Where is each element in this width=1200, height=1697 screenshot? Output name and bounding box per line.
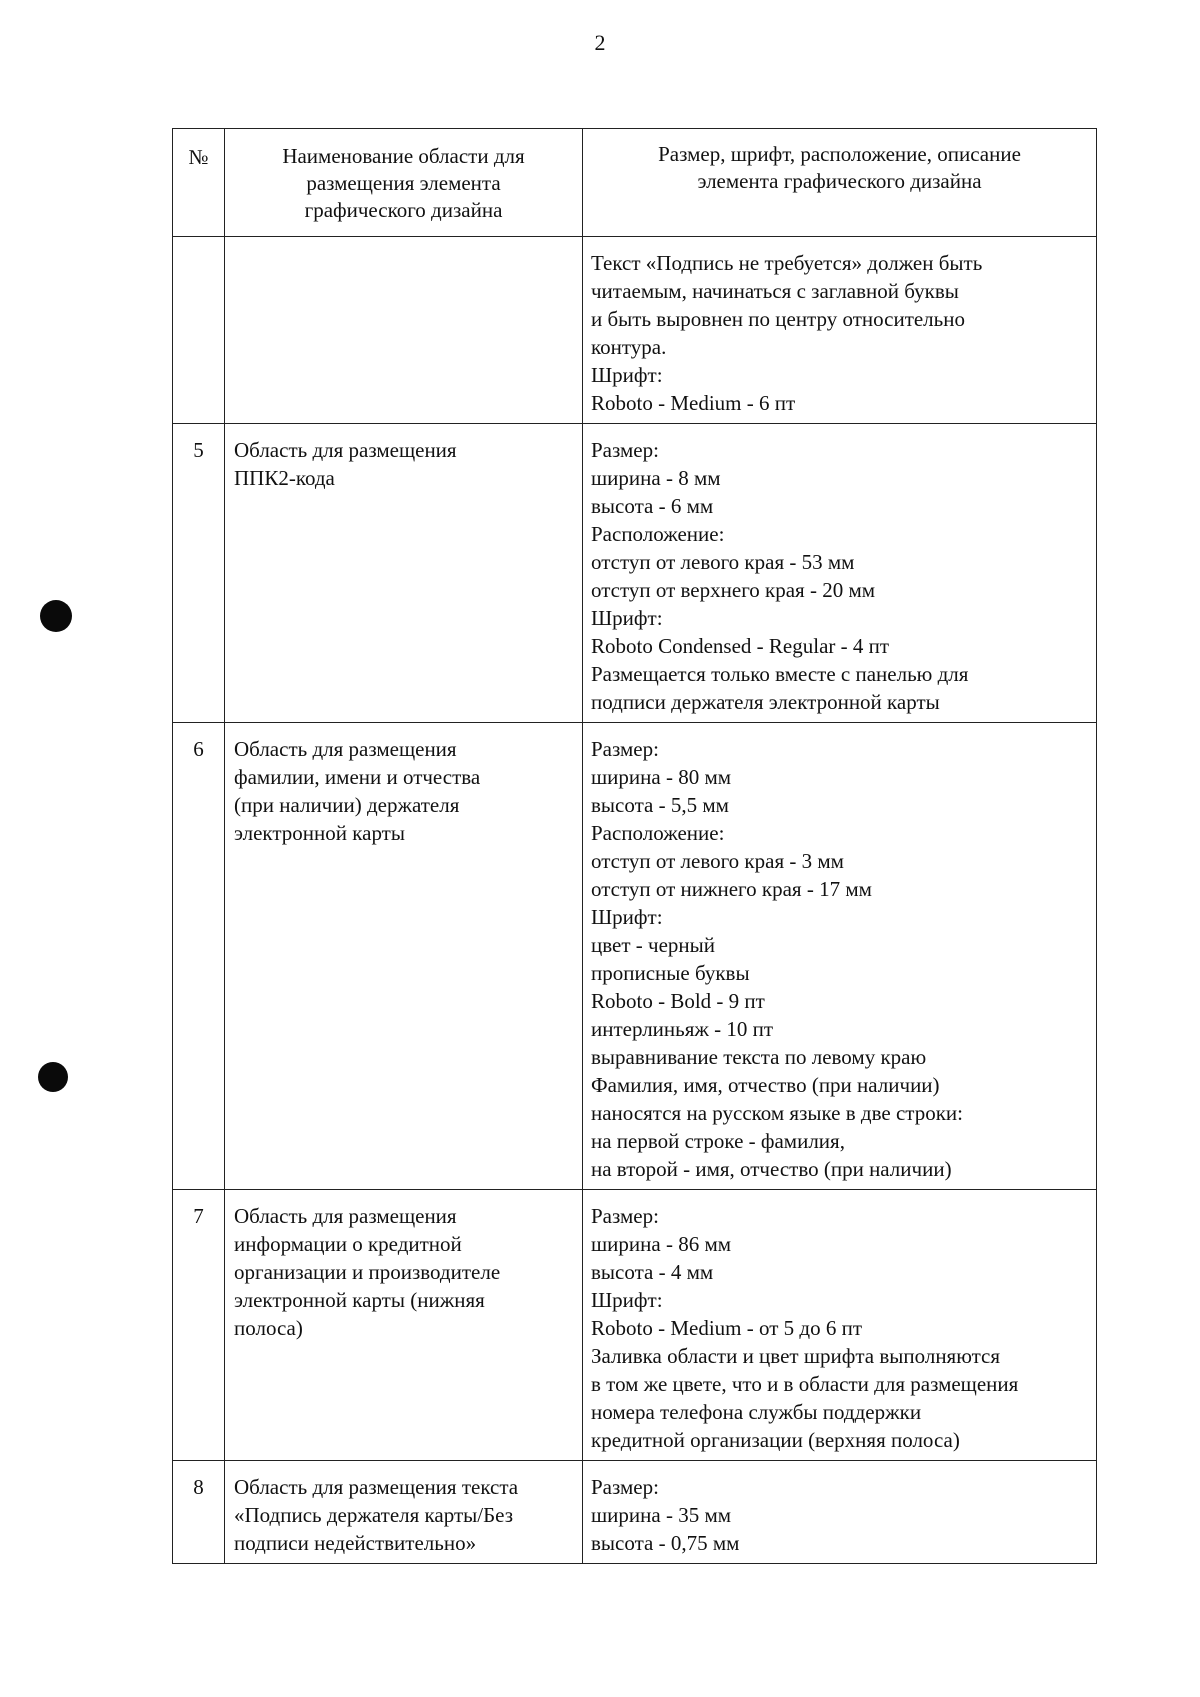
description-line: прописные буквы xyxy=(591,961,750,985)
description-line: Размер: xyxy=(591,737,659,761)
area-name-line: электронной карты (нижняя xyxy=(234,1288,485,1312)
description-line: Шрифт: xyxy=(591,1288,663,1312)
area-name-line: электронной карты xyxy=(234,821,405,845)
row-number: 5 xyxy=(173,424,225,723)
description-line: отступ от верхнего края - 20 мм xyxy=(591,578,876,602)
header-text-line: размещения элемента xyxy=(306,171,501,195)
header-text-line: Размер, шрифт, расположение, описание xyxy=(658,142,1021,166)
description-line: Расположение: xyxy=(591,821,725,845)
description-line: наносятся на русском языке в две строки: xyxy=(591,1101,963,1125)
row-number: 7 xyxy=(173,1190,225,1461)
description-line: Размер: xyxy=(591,1475,659,1499)
area-name-line: информации о кредитной xyxy=(234,1232,462,1256)
table-row xyxy=(173,1190,1097,1461)
design-elements-table xyxy=(172,128,1097,1564)
description-line: выравнивание текста по левому краю xyxy=(591,1045,927,1069)
description-line: Roboto - Bold - 9 пт xyxy=(591,989,765,1013)
page-number: 2 xyxy=(594,30,606,55)
description-line: Roboto Condensed - Regular - 4 пт xyxy=(591,634,890,658)
description-line: высота - 4 мм xyxy=(591,1260,714,1284)
table-row xyxy=(173,424,1097,723)
description-line: на второй - имя, отчество (при наличии) xyxy=(591,1157,952,1181)
description-line: интерлиньяж - 10 пт xyxy=(591,1017,774,1041)
description-line: отступ от нижнего края - 17 мм xyxy=(591,877,872,901)
area-name-line: Область для размещения xyxy=(234,438,457,462)
description-line: высота - 5,5 мм xyxy=(591,793,729,817)
header-area-name xyxy=(225,129,583,237)
description-cell xyxy=(583,424,1097,723)
area-name-line: Область для размещения xyxy=(234,737,457,761)
description-line: высота - 0,75 мм xyxy=(591,1531,740,1555)
description-line: подписи держателя электронной карты xyxy=(591,690,940,714)
description-line: цвет - черный xyxy=(591,933,715,957)
row-number: 8 xyxy=(173,1461,225,1564)
area-name-line: фамилии, имени и отчества xyxy=(234,765,481,789)
row-number: 6 xyxy=(173,723,225,1190)
area-name-cell xyxy=(225,237,583,424)
description-line: ширина - 8 мм xyxy=(591,466,721,490)
table-row xyxy=(173,723,1097,1190)
description-line: ширина - 35 мм xyxy=(591,1503,732,1527)
area-name-cell xyxy=(225,424,583,723)
table-row xyxy=(173,237,1097,424)
description-line: Размер: xyxy=(591,438,659,462)
area-name-line: Область для размещения текста xyxy=(234,1475,519,1499)
area-name-line: (при наличии) держателя xyxy=(234,793,460,817)
description-line: читаемым, начинаться с заглавной буквы xyxy=(591,279,959,303)
header-text-line: Наименование области для xyxy=(282,144,525,168)
description-line: Шрифт: xyxy=(591,363,663,387)
description-line: кредитной организации (верхняя полоса) xyxy=(591,1428,960,1452)
description-line: Шрифт: xyxy=(591,905,663,929)
area-name-line: Область для размещения xyxy=(234,1204,457,1228)
area-name-line: ППК2-кода xyxy=(234,466,335,490)
description-line: контура. xyxy=(591,335,667,359)
area-name-cell xyxy=(225,723,583,1190)
header-number: № xyxy=(173,129,225,237)
description-line: ширина - 86 мм xyxy=(591,1232,732,1256)
description-line: Roboto - Medium - 6 пт xyxy=(591,391,796,415)
description-line: и быть выровнен по центру относительно xyxy=(591,307,965,331)
description-line: высота - 6 мм xyxy=(591,494,714,518)
table-header-row xyxy=(173,129,1097,237)
area-name-line: подписи недействительно» xyxy=(234,1531,477,1555)
description-line: номера телефона службы поддержки xyxy=(591,1400,922,1424)
header-text-line: элемента графического дизайна xyxy=(697,169,982,193)
area-name-line: полоса) xyxy=(234,1316,303,1340)
area-name-cell xyxy=(225,1190,583,1461)
header-description xyxy=(583,129,1097,237)
description-line: Фамилия, имя, отчество (при наличии) xyxy=(591,1073,940,1097)
table-row xyxy=(173,1461,1097,1564)
description-line: Текст «Подпись не требуется» должен быть xyxy=(591,251,983,275)
description-cell xyxy=(583,1461,1097,1564)
description-line: отступ от левого края - 53 мм xyxy=(591,550,855,574)
description-line: Шрифт: xyxy=(591,606,663,630)
description-cell xyxy=(583,1190,1097,1461)
description-line: Размещается только вместе с панелью для xyxy=(591,662,969,686)
description-line: на первой строке - фамилия, xyxy=(591,1129,845,1153)
area-name-cell xyxy=(225,1461,583,1564)
area-name-line: «Подпись держателя карты/Без xyxy=(234,1503,514,1527)
description-line: Размер: xyxy=(591,1204,659,1228)
description-line: в том же цвете, что и в области для размещения xyxy=(591,1372,1019,1396)
description-line: отступ от левого края - 3 мм xyxy=(591,849,844,873)
header-text-line: графического дизайна xyxy=(304,198,503,222)
description-cell xyxy=(583,237,1097,424)
punch-hole-mark xyxy=(40,600,72,632)
punch-hole-mark xyxy=(38,1062,68,1092)
description-line: ширина - 80 мм xyxy=(591,765,732,789)
description-line: Заливка области и цвет шрифта выполняются xyxy=(591,1344,1001,1368)
row-number xyxy=(173,237,225,424)
description-cell xyxy=(583,723,1097,1190)
description-line: Roboto - Medium - от 5 до 6 пт xyxy=(591,1316,862,1340)
description-line: Расположение: xyxy=(591,522,725,546)
area-name-line: организации и производителе xyxy=(234,1260,501,1284)
